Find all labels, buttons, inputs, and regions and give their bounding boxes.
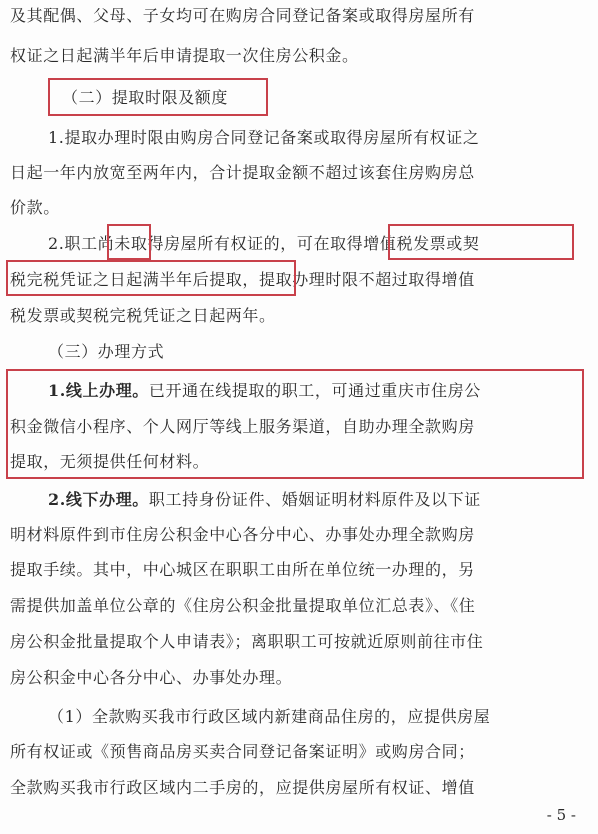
offline-line-2: 明材料原件到市住房公积金中心各分中心、办事处办理全款购房: [10, 525, 475, 544]
p3-line-1: （1）全款购买我市行政区域内新建商品住房的，应提供房屋: [48, 707, 491, 726]
p1-line-3: 价款。: [10, 198, 60, 217]
p2-highlight-2b: 税完税凭证之日起满半年后提取: [10, 270, 243, 289]
p2-prefix: 2.职工: [48, 234, 98, 253]
offline-line-4: 需提供加盖单位公章的《住房公积金批量提取单位汇总表》、《住: [10, 596, 476, 615]
offline-line-6: 房公积金中心各分中心、办事处办理。: [10, 668, 293, 687]
offline-line-5: 房公积金批量提取个人申请表》；离职职工可按就近原则前往市住: [10, 632, 484, 651]
p2-line-3: 税发票或契税完税凭证之日起两年。: [10, 306, 276, 325]
intro-line-1: 及其配偶、父母、子女均可在购房合同登记备案或取得房屋所有: [10, 6, 475, 25]
intro-line-2: 权证之日起满半年后申请提取一次住房公积金。: [10, 46, 359, 65]
offline-line-3: 提取手续。其中，中心城区在职职工由所在单位统一办理的，另: [10, 560, 475, 579]
online-line-2: 积金微信小程序、个人网厅等线上服务渠道，自助办理全款购房: [10, 417, 475, 436]
p2-mid: 取得房屋所有权证的，可在: [130, 234, 331, 253]
p2-line-2: [10, 270, 475, 290]
offline-line-1: [48, 490, 481, 510]
page-number: - 5 -: [546, 806, 576, 824]
online-line-3: 提取，无须提供任何材料。: [10, 452, 210, 471]
online-line-1: [48, 381, 481, 401]
p3-line-2: 所有权证或《预售商品房买卖合同登记备案证明》或购房合同；: [10, 742, 475, 761]
p1-line-2: 日起一年内放宽至两年内，合计提取金额不超过该套住房购房总: [10, 163, 475, 182]
p2-line2-tail: ，提取办理时限不超过取得增值: [242, 270, 475, 289]
p1-line-1: 1.提取办理时限由购房合同登记备案或取得房屋所有权证之: [48, 128, 480, 147]
section3-heading: （三）办理方式: [48, 342, 165, 361]
online-title: 1.线上办理。: [48, 381, 149, 400]
p2-line-1: [48, 234, 479, 254]
online-line1-rest: 已开通在线提取的职工，可通过重庆市住房公: [148, 381, 481, 400]
p2-highlight-2a: 取得增值税发票或契: [330, 234, 480, 253]
p3-line-3: 全款购买我市行政区域内二手房的，应提供房屋所有权证、增值: [10, 778, 475, 797]
offline-title: 2.线下办理。: [48, 490, 149, 509]
offline-line1-rest: 职工持身份证件、婚姻证明材料原件及以下证: [148, 490, 481, 509]
section2-heading: （二）提取时限及额度: [62, 88, 229, 107]
p2-highlight-weiyet: 尚未: [97, 234, 131, 253]
